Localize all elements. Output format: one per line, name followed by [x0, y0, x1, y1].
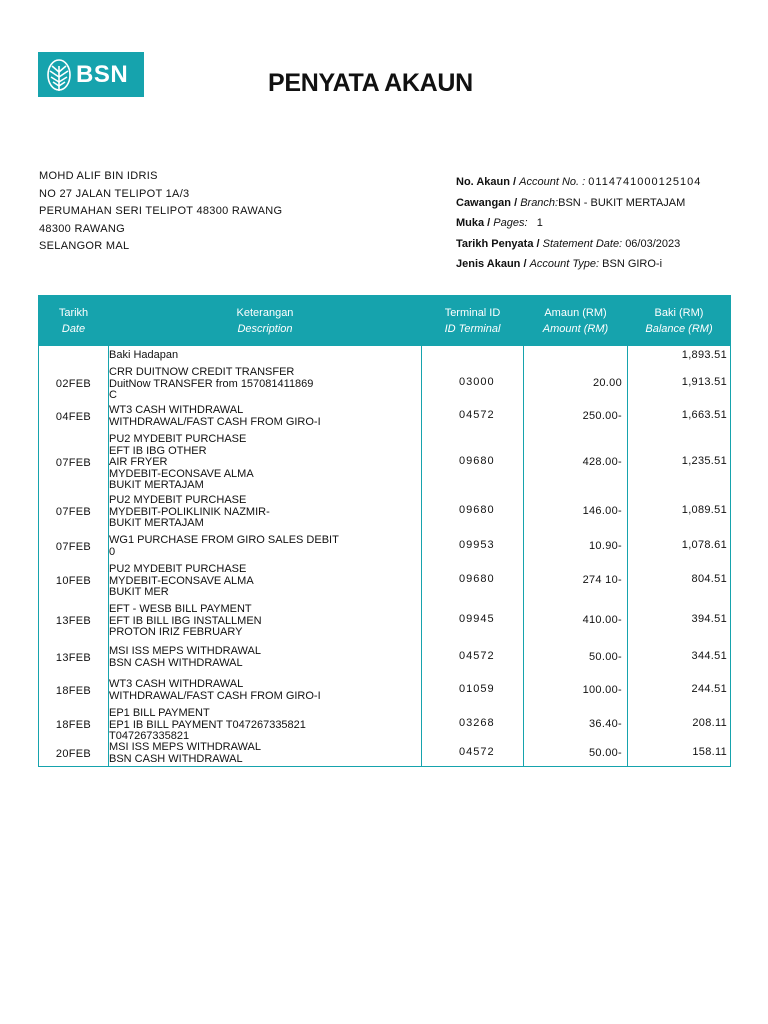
row-amount: 50.00- — [589, 746, 622, 759]
row-description — [109, 604, 421, 639]
row-terminal-id: 09680 — [459, 504, 495, 517]
description-line: MSI ISS MEPS WITHDRAWAL — [109, 741, 261, 753]
header-date: Tarikh Date — [58, 307, 89, 335]
branch-row: Cawangan / Branch:BSN - BUKIT MERTAJAM — [456, 196, 686, 209]
header-amount: Amaun (RM) Amount (RM) — [542, 307, 609, 335]
address-line: NO 27 JALAN TELIPOT 1A/3 — [39, 187, 190, 200]
row-balance: 1,078.61 — [681, 538, 727, 551]
address-line: 48300 RAWANG — [39, 222, 125, 235]
row-description — [109, 646, 421, 669]
row-date: 07FEB — [55, 506, 92, 519]
row-amount: 274 10- — [582, 574, 622, 587]
row-date: 04FEB — [55, 410, 92, 423]
row-terminal-id: 03268 — [459, 717, 495, 730]
description-line: AIR FRYER — [109, 456, 168, 468]
description-line: EFT IB BILL IBG INSTALLMEN — [109, 614, 262, 627]
row-amount: 100.00- — [582, 683, 622, 696]
row-terminal-id: 09680 — [459, 573, 495, 586]
bsn-logo — [38, 52, 144, 97]
row-description — [109, 708, 421, 743]
statement-date: 06/03/2023 — [625, 237, 681, 250]
description-line: PU2 MYDEBIT PURCHASE — [109, 433, 247, 445]
statement-date-row: Tarikh Penyata / Statement Date: 06/03/2023 — [456, 237, 681, 250]
description-line: PU2 MYDEBIT PURCHASE — [109, 563, 247, 575]
row-terminal-id: 09953 — [459, 538, 495, 551]
row-amount: 20.00 — [592, 377, 622, 390]
description-line: Baki Hadapan — [109, 349, 179, 361]
row-description — [109, 495, 421, 530]
row-description — [109, 434, 421, 492]
table-header — [39, 296, 730, 346]
row-balance: 1,663.51 — [681, 408, 727, 421]
row-description — [109, 564, 421, 599]
description-line: BUKIT MERTAJAM — [109, 517, 204, 529]
pages-row: Muka / Pages: 1 — [456, 217, 543, 229]
row-amount: 250.00- — [582, 409, 622, 422]
row-amount: 428.00- — [582, 455, 622, 468]
description-line: MSI ISS MEPS WITHDRAWAL — [109, 645, 261, 657]
description-line: WITHDRAWAL/FAST CASH FROM GIRO-I — [109, 689, 321, 702]
branch-value: BSN - BUKIT MERTAJAM — [558, 196, 686, 209]
row-balance: 344.51 — [691, 649, 727, 662]
description-line: EP1 BILL PAYMENT — [109, 707, 210, 719]
row-balance: 1,913.51 — [681, 376, 727, 389]
description-line: CRR DUITNOW CREDIT TRANSFER — [109, 366, 295, 378]
row-balance: 1,893.51 — [681, 349, 727, 361]
description-line: WITHDRAWAL/FAST CASH FROM GIRO-I — [109, 415, 321, 428]
header-description: Keterangan Description — [236, 307, 294, 335]
column-divider — [421, 346, 422, 766]
description-line: EFT - WESB BILL PAYMENT — [109, 603, 252, 615]
row-description — [109, 679, 421, 702]
row-amount: 36.40- — [589, 718, 622, 731]
column-divider — [523, 346, 524, 766]
description-line: WG1 PURCHASE FROM GIRO SALES DEBIT — [109, 534, 339, 546]
row-description — [109, 367, 421, 402]
column-divider — [627, 346, 628, 766]
description-line: WT3 CASH WITHDRAWAL — [109, 404, 244, 416]
row-description — [109, 742, 421, 765]
description-line: EP1 IB BILL PAYMENT T047267335821 — [109, 718, 306, 731]
account-type: BSN GIRO-i — [602, 258, 663, 270]
transactions-table — [38, 295, 731, 767]
row-balance: 158.11 — [692, 745, 727, 758]
row-amount: 50.00- — [589, 650, 622, 663]
tree-logo-icon — [45, 58, 73, 92]
account-type-row: Jenis Akaun / Account Type: BSN GIRO-i — [456, 258, 663, 270]
row-terminal-id: 04572 — [459, 649, 495, 662]
row-terminal-id: 03000 — [459, 376, 495, 389]
description-line: BSN CASH WITHDRAWAL — [109, 752, 243, 765]
account-number-row: No. Akaun / Account No. : 0114741000125104 — [456, 176, 702, 188]
row-description — [109, 405, 421, 428]
description-line: EFT IB IBG OTHER — [109, 444, 207, 457]
row-amount: 146.00- — [582, 505, 622, 518]
description-line: MYDEBIT-ECONSAVE ALMA — [109, 574, 254, 587]
row-balance: 1,089.51 — [681, 504, 727, 517]
description-line: 0 — [109, 545, 116, 558]
row-date: 07FEB — [55, 540, 92, 553]
description-line: DuitNow TRANSFER from 157081411869 — [109, 377, 314, 390]
header-terminal: Terminal ID ID Terminal — [444, 307, 501, 335]
row-amount: 410.00- — [582, 614, 622, 627]
row-amount: 10.90- — [589, 539, 622, 552]
description-line: C — [109, 389, 117, 401]
description-line: MYDEBIT-POLIKLINIK NAZMIR- — [109, 505, 270, 518]
row-terminal-id: 04572 — [459, 408, 495, 421]
row-terminal-id: 04572 — [459, 745, 495, 758]
row-balance: 244.51 — [691, 682, 727, 695]
row-description — [109, 350, 421, 362]
description-line: BSN CASH WITHDRAWAL — [109, 656, 243, 669]
row-balance: 1,235.51 — [681, 454, 727, 467]
row-date: 18FEB — [55, 684, 92, 697]
row-terminal-id: 09945 — [459, 613, 495, 626]
row-balance: 208.11 — [692, 717, 727, 730]
row-date: 07FEB — [55, 456, 92, 469]
row-date: 02FEB — [55, 378, 92, 391]
pages-value: 1 — [536, 217, 543, 229]
description-line: WT3 CASH WITHDRAWAL — [109, 678, 244, 690]
address-line: MOHD ALIF BIN IDRIS — [39, 170, 158, 182]
row-date: 13FEB — [55, 615, 92, 628]
description-line: BUKIT MERTAJAM — [109, 479, 204, 491]
customer-address — [39, 168, 282, 256]
page-title: PENYATA AKAUN — [268, 69, 473, 97]
row-date: 10FEB — [55, 575, 92, 588]
account-details — [456, 172, 701, 275]
description-line: MYDEBIT-ECONSAVE ALMA — [109, 467, 254, 480]
description-line: T047267335821 — [109, 730, 190, 742]
address-line: SELANGOR MAL — [39, 240, 130, 252]
row-terminal-id: 01059 — [459, 682, 495, 695]
row-date: 18FEB — [55, 719, 92, 732]
row-balance: 804.51 — [691, 573, 727, 586]
row-date: 20FEB — [55, 747, 92, 760]
row-description — [109, 535, 421, 558]
account-number: 0114741000125104 — [588, 176, 702, 188]
row-balance: 394.51 — [691, 613, 727, 626]
description-line: PROTON IRIZ FEBRUARY — [109, 626, 243, 638]
row-terminal-id: 09680 — [459, 454, 495, 467]
row-date: 13FEB — [55, 651, 92, 664]
header-balance: Baki (RM) Balance (RM) — [645, 307, 713, 335]
logo-text: BSN — [76, 60, 129, 88]
address-line: PERUMAHAN SERI TELIPOT 48300 RAWANG — [39, 205, 283, 217]
description-line: BUKIT MER — [109, 586, 169, 598]
description-line: PU2 MYDEBIT PURCHASE — [109, 494, 247, 506]
